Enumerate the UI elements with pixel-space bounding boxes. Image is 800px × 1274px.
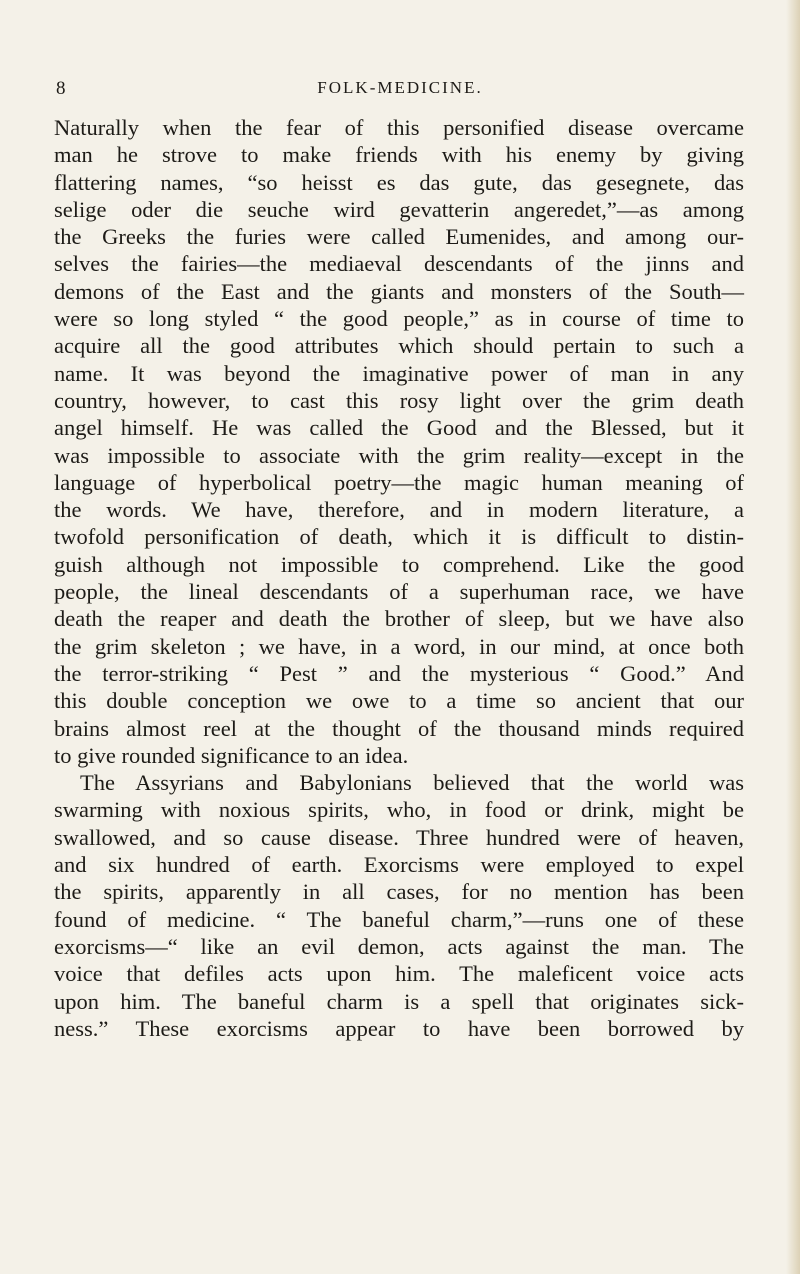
text-line: demons of the East and the giants and monsters of the South— <box>54 278 744 304</box>
text-line: The Assyrians and Babylonians believed that the world was <box>80 770 744 796</box>
text-line: the Greeks the furies were called Eumenides, and among our- <box>54 224 744 250</box>
text-line: guish although not impossible to comprehend. Like the good <box>54 551 744 577</box>
page-header <box>0 78 800 102</box>
text-line: people, the lineal descendants of a superhuman race, we have <box>54 579 744 605</box>
text-line: upon him. The baneful charm is a spell that originates sick- <box>54 988 744 1014</box>
text-line: voice that defiles acts upon him. The maleficent voice acts <box>54 961 744 987</box>
text-line: acquire all the good attributes which should pertain to such a <box>54 333 744 359</box>
text-line: selige oder die seuche wird gevatterin angeredet,”—as among <box>54 196 744 222</box>
text-line: country, however, to cast this rosy light over the grim death <box>54 387 744 413</box>
running-head: FOLK-MEDICINE. <box>317 78 483 97</box>
text-line: found of medicine. “ The baneful charm,”—runs one of these <box>54 906 744 932</box>
text-line: the terror-striking “ Pest ” and the mysterious “ Good.” And <box>54 660 744 686</box>
text-line: exorcisms—“ like an evil demon, acts against the man. The <box>54 933 744 959</box>
text-line: ness.” These exorcisms appear to have been borrowed by <box>54 1015 744 1041</box>
text-line: the grim skeleton ; we have, in a word, in our mind, at once both <box>54 633 744 659</box>
text-line: to give rounded significance to an idea. <box>54 742 409 768</box>
text-line: Naturally when the fear of this personified disease overcame <box>54 115 744 140</box>
text-line: brains almost reel at the thought of the thousand minds required <box>54 715 744 741</box>
body-text <box>54 114 744 1042</box>
text-line: name. It was beyond the imaginative power of man in any <box>54 360 744 386</box>
text-line: language of hyperbolical poetry—the magic human meaning of <box>54 469 744 495</box>
page-edge-shadow <box>786 0 800 1274</box>
text-line: the spirits, apparently in all cases, for no mention has been <box>54 879 744 905</box>
text-line: and six hundred of earth. Exorcisms were employed to expel <box>54 852 744 878</box>
text-line: was impossible to associate with the grim reality—except in the <box>54 442 744 468</box>
text-line: were so long styled “ the good people,” as in course of time to <box>54 306 744 332</box>
text-line: death the reaper and death the brother of sleep, but we have also <box>54 606 744 632</box>
text-line: angel himself. He was called the Good and the Blessed, but it <box>54 415 744 441</box>
page-number: 8 <box>56 78 67 99</box>
text-line: this double conception we owe to a time so ancient that our <box>54 688 744 714</box>
text-line: flattering names, “so heisst es das gute, das gesegnete, das <box>54 169 744 195</box>
text-line: man he strove to make friends with his enemy by giving <box>54 142 744 168</box>
text-line: swallowed, and so cause disease. Three hundred were of heaven, <box>54 824 744 850</box>
text-line: swarming with noxious spirits, who, in food or drink, might be <box>54 797 744 823</box>
text-line: twofold personification of death, which it is difficult to distin- <box>54 524 744 550</box>
text-line: selves the fairies—the mediaeval descendants of the jinns and <box>54 251 744 277</box>
text-line: the words. We have, therefore, and in modern literature, a <box>54 497 744 523</box>
